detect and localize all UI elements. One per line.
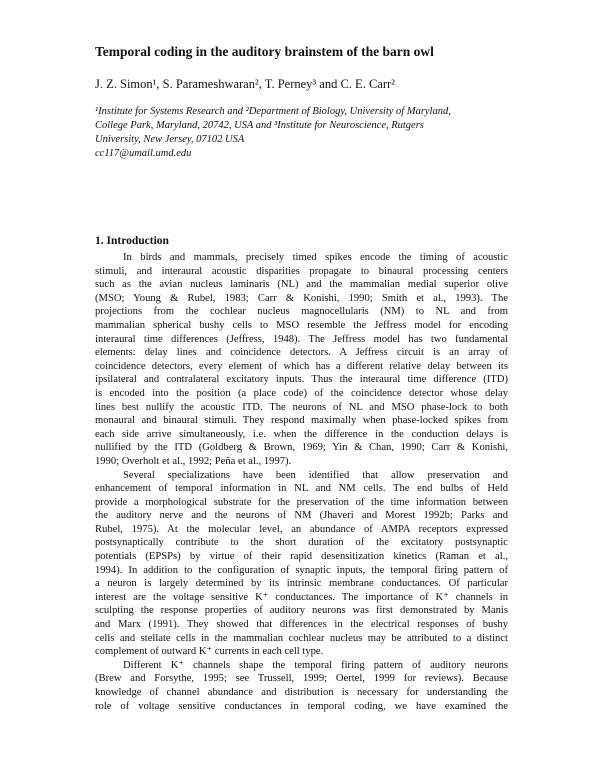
affiliation-line: College Park, Maryland, 20742, USA and ³Institute for Neuroscience, Rutgers <box>95 120 424 131</box>
body-line: potentials (EPSPs) by virtue of their rapid desensitization kinetics (Raman et al., <box>95 551 508 563</box>
body-line: and Marx (1991). They showed that differences in the electrical responses of bushy <box>95 619 508 631</box>
body-line: (MSO; Young & Rubel, 1983; Carr & Konishi, 1990; Smith et al., 1993). The <box>95 292 508 304</box>
body-line: a neuron is largely determined by its intrinsic membrane conductances. Of particular <box>95 578 508 590</box>
body-line: (Brew and Forsythe, 1995; see Trussell, 1999; Oertel, 1999 for reviews). Because <box>95 673 508 685</box>
author-list: J. Z. Simon¹, S. Parameshwaran², T. Perney³ and C. E. Carr² <box>95 77 395 91</box>
body-line: coincidence detectors, every element of which has a different relative delay between its <box>95 360 508 372</box>
body-line: projections from the cochlear nucleus magnocellularis (NM) to NL and from <box>95 306 508 318</box>
contact-email: cc117@umail.umd.edu <box>95 148 192 159</box>
body-line: such as the avian nucleus laminaris (NL) and the mammalian medial superior olive <box>95 279 508 291</box>
body-line: elements: delay lines and coincidence detectors. A Jeffress circuit is an array of <box>95 347 508 359</box>
body-line: is encoded into the position (a place code) of the coincidence detector whose delay <box>95 387 508 399</box>
body-line: Different K⁺ channels shape the temporal firing pattern of auditory neurons <box>123 659 508 671</box>
body-line: sculpting the response properties of auditory neurons was first demonstrated by Manis <box>95 605 508 617</box>
body-line: role of voltage sensitive conductances in temporal coding, we have examined the <box>95 700 508 712</box>
body-line: Rubel, 1975). At the molecular level, an abundance of AMPA receptors expressed <box>95 523 508 535</box>
body-line: enhancement of temporal information in NL and NM cells. The end bulbs of Held <box>95 483 508 495</box>
body-line: mammalian spherical bushy cells to MSO resemble the Jeffress model for encoding <box>95 319 508 331</box>
body-text <box>95 251 508 713</box>
body-line: cells and stellate cells in the mammalian cochlear nucleus may be attributed to a distinct <box>95 632 508 644</box>
body-line: ipsilateral and contralateral excitatory inputs. Thus the interaural time difference (ITD) <box>95 374 508 386</box>
affiliation-line: ¹Institute for Systems Research and ²Department of Biology, University of Maryland, <box>95 106 451 117</box>
body-line: In birds and mammals, precisely timed spikes encode the timing of acoustic <box>123 252 508 263</box>
body-line: monaural and binaural stimuli. They respond maximally when phase-locked spikes from <box>95 415 508 427</box>
body-line: provide a morphological substrate for the preservation of the time information between <box>95 496 508 508</box>
body-line: knowledge of channel abundance and distribution is necessary for understanding the <box>95 687 508 698</box>
body-line: each side arrive simultaneously, i.e. when the difference in the conduction delays is <box>95 428 508 440</box>
affiliation-line: University, New Jersey, 07102 USA <box>95 134 245 145</box>
body-line: stimuli, and interaural acoustic disparities propagate to binaural processing centers <box>95 265 508 277</box>
body-line: 1994). In addition to the configuration of synaptic inputs, the temporal firing pattern of <box>95 564 508 576</box>
body-line: interaural time differences (Jeffress, 1948). The Jeffress model has two fundamental <box>95 333 508 345</box>
body-line: nullified by the ITD (Goldberg & Brown, 1969; Yin & Chan, 1990; Carr & Konishi, <box>95 442 508 454</box>
body-line: lines best nullify the acoustic ITD. The neurons of NL and MSO phase-lock to both <box>95 401 508 413</box>
section-heading: 1. Introduction <box>95 235 169 247</box>
body-line: interest are the voltage sensitive K⁺ conductances. The importance of K⁺ channels in <box>95 591 508 603</box>
body-line: postsynaptically contribute to the short duration of the excitatory postsynaptic <box>95 537 508 549</box>
body-line: Several specializations have been identified that allow preservation and <box>123 469 508 481</box>
affiliations <box>95 105 515 161</box>
paper-title: Temporal coding in the auditory brainstem of the barn owl <box>95 44 434 59</box>
body-line: 1990; Overholt et al., 1992; Peña et al., 1997). <box>95 455 292 467</box>
body-line: the auditory nerve and the neurons of NM (Jhaveri and Morest 1992b; Parks and <box>95 510 508 522</box>
body-line: complement of outward K⁺ currents in each cell type. <box>95 646 324 658</box>
